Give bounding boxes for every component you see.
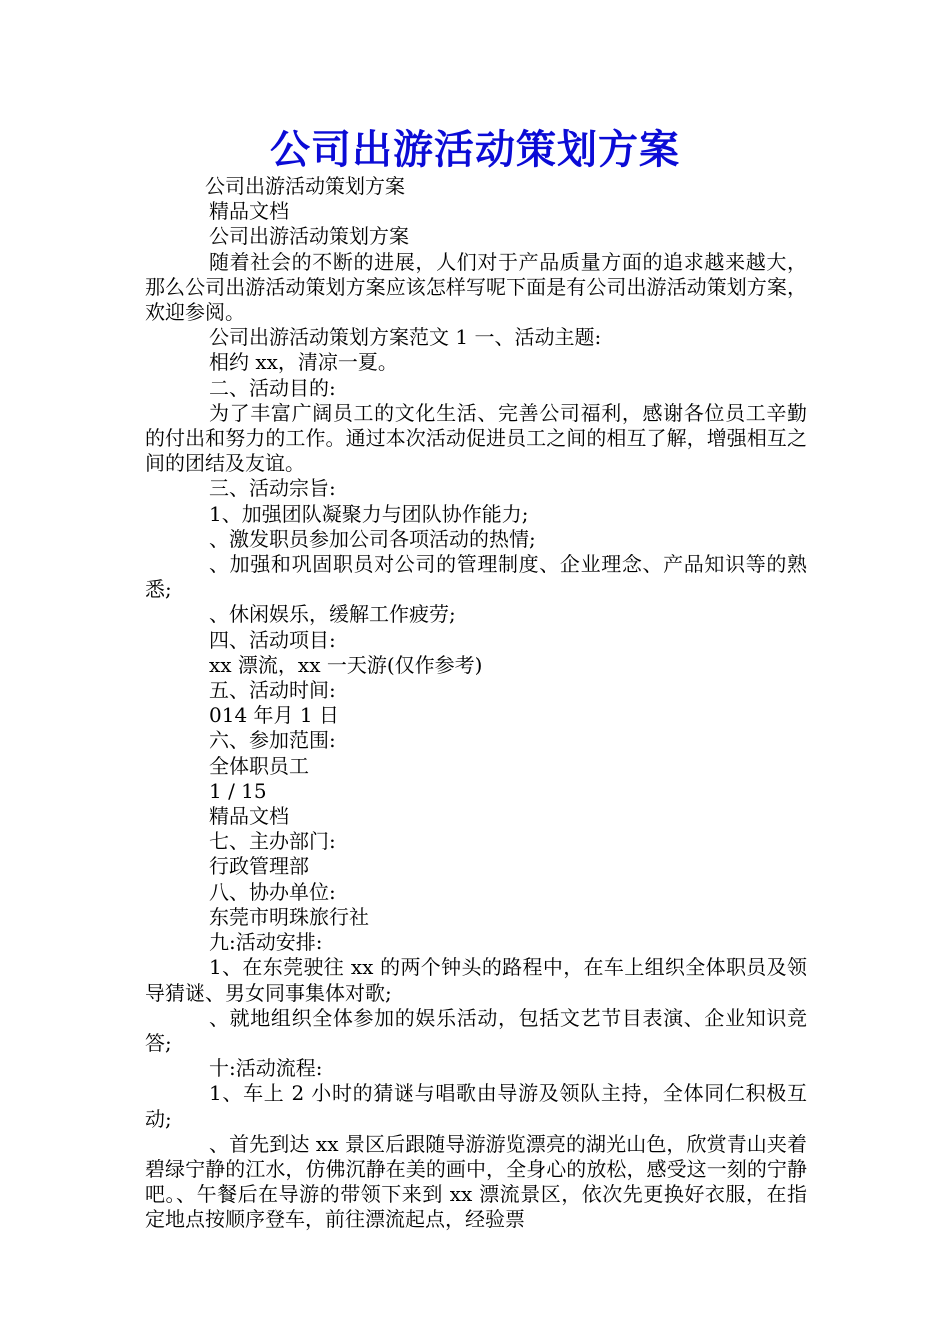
body-line: 六、参加范围: <box>209 728 336 753</box>
body-line: 三、活动宗旨: <box>209 476 336 501</box>
body-line: 七、主办部门: <box>209 829 336 854</box>
body-line: 公司出游活动策划方案 <box>209 224 409 249</box>
body-line: 精品文档 <box>209 199 289 224</box>
body-line: 九:活动安排: <box>209 930 323 955</box>
body-line: 五、活动时间: <box>209 678 336 703</box>
document-body <box>145 174 807 1233</box>
body-paragraph: 、首先到达 xx 景区后跟随导游游览漂亮的湖光山色，欣赏青山夹着碧绿宁静的江水，仿佛沉静在美的画中，全身心的放松，感受这一刻的宁静吧。、午餐后在导游的带领下来到 xx 漂流景区，依次先更换好衣服，在指定地点按顺序登车，前往漂流起点，经验票 <box>145 1131 807 1232</box>
body-line: 014 年月 1 日 <box>209 703 339 728</box>
body-line: 东莞市明珠旅行社 <box>209 904 369 929</box>
body-line: 1 / 15 <box>209 778 267 803</box>
body-paragraph: 随着社会的不断的进展，人们对于产品质量方面的追求越来越大，那么公司出游活动策划方案应该怎样写呢下面是有公司出游活动策划方案，欢迎参阅。 <box>145 249 807 325</box>
body-line: 全体职员工 <box>209 753 309 778</box>
body-paragraph: 、加强和巩固职员对公司的管理制度、企业理念、产品知识等的熟悉; <box>145 552 807 602</box>
body-line: 十:活动流程: <box>209 1056 323 1081</box>
document-title: 公司出游活动策划方案 <box>270 127 680 173</box>
body-paragraph: 、就地组织全体参加的娱乐活动，包括文艺节目表演、企业知识竞答; <box>145 1005 807 1055</box>
body-line: 行政管理部 <box>209 854 309 879</box>
body-line: xx 漂流，xx 一天游(仅作参考) <box>209 652 483 677</box>
body-line: 1、加强团队凝聚力与团队协作能力; <box>209 501 529 526</box>
body-line: 公司出游活动策划方案 <box>205 174 405 198</box>
body-paragraph: 1、在东莞驶往 xx 的两个钟头的路程中，在车上组织全体职员及领导猜谜、男女同事集体对歌; <box>145 955 807 1005</box>
body-line: 精品文档 <box>209 804 289 829</box>
body-paragraph: 1、车上 2 小时的猜谜与唱歌由导游及领队主持，全体同仁积极互动; <box>145 1081 807 1131</box>
body-line: 、休闲娱乐，缓解工作疲劳; <box>209 602 456 627</box>
body-line: 相约 xx，清凉一夏。 <box>209 350 398 375</box>
body-paragraph: 为了丰富广阔员工的文化生活、完善公司福利，感谢各位员工辛勤的付出和努力的工作。通过本次活动促进员工之间的相互了解，增强相互之间的团结及友谊。 <box>145 400 807 476</box>
body-line: 四、活动项目: <box>209 627 336 652</box>
body-line: 公司出游活动策划方案范文 1 一、活动主题: <box>209 325 602 350</box>
body-line: 八、协办单位: <box>209 879 336 904</box>
body-line: 二、活动目的: <box>209 375 336 400</box>
body-line: 、激发职员参加公司各项活动的热情; <box>209 526 536 551</box>
